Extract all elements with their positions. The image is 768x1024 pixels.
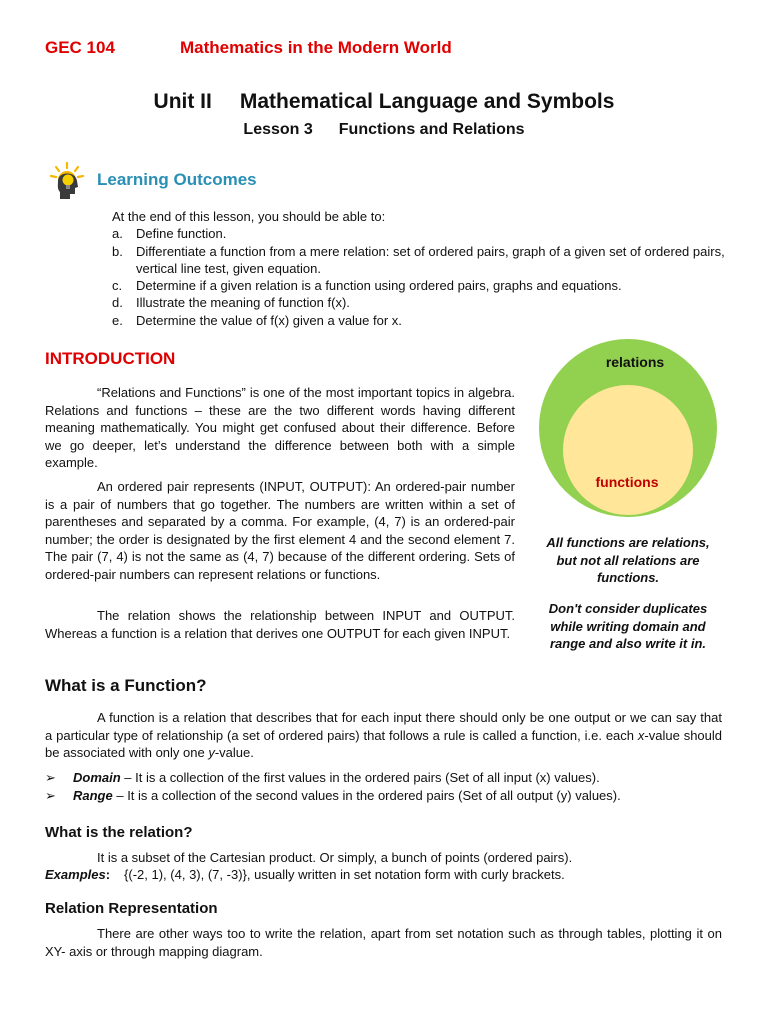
venn-caption-note: Don't consider duplicates while writing domain and range and also write it in. [548,601,708,651]
lesson-title [0,121,768,139]
intro-paragraph [45,478,515,583]
unit-name: Mathematical Language and Symbols [239,90,615,113]
domain-term: Domain [73,770,121,785]
outcome-item [112,294,727,311]
relation-examples [45,866,722,884]
what-is-function-heading: What is a Function? [45,676,207,695]
outcome-item [112,225,727,242]
function-text: A function is a relation that describes that for each input there should only be one output or we can say that a particular type of relationship (a set of ordered pairs) that follows a rule is called a function, i.e. each [45,710,722,743]
lightbulb-head-icon [48,161,84,201]
learning-outcomes-title: Learning Outcomes [97,170,257,189]
outcome-text: Differentiate a function from a mere relation: set of ordered pairs, graph of a given set of ordered pairs, vertical line test, given equation. [136,243,725,276]
outcome-item [112,312,727,329]
functions-circle [563,385,693,515]
course-header [45,38,452,58]
intro-paragraph-text: The relation shows the relationship between INPUT and OUTPUT. Whereas a function is a relation that derives one OUTPUT for each given INPUT. [45,608,515,641]
relations-label: relations [605,354,665,370]
domain-text: – It is a collection of the first values in the ordered pairs (Set of all input (x) values). [120,770,600,785]
relation-representation-text [45,925,722,960]
intro-paragraph [45,607,515,642]
outcome-text: Determine the value of f(x) given a value for x. [136,312,402,328]
course-code: GEC 104 [45,38,115,57]
outcome-marker: a. [112,226,123,242]
domain-bullet [45,769,725,787]
examples-text: {(-2, 1), (4, 3), (7, -3)}, usually written in set notation form with curly brackets. [124,867,565,882]
representation-text: There are other ways too to write the relation, apart from set notation such as through tables, plotting it on XY- axis or through mapping diagram. [45,926,722,959]
unit-label: Unit II [153,90,212,113]
function-definition [45,709,722,762]
outcome-marker: b. [112,243,123,259]
range-text: – It is a collection of the second values in the ordered pairs (Set of all output (y) values). [112,788,621,803]
outcomes-intro: At the end of this lesson, you should be able to: [112,209,386,224]
lesson-label: Lesson 3 [243,121,313,138]
examples-colon: : [105,867,111,882]
examples-label: Examples [45,867,106,882]
outcome-text: Define function. [136,226,227,242]
y-variable: y [208,745,215,760]
venn-caption: All functions are relations, but not all relations are functions. [546,535,710,585]
outcome-marker: d. [112,295,123,311]
function-text: -value. [214,745,254,760]
outcome-text: Illustrate the meaning of function f(x). [136,295,350,311]
outcome-marker: c. [112,278,123,294]
range-bullet [45,787,725,805]
outcome-item [112,243,727,278]
relations-functions-venn [538,338,718,518]
function-text: -value should be associated with only one [45,727,723,760]
intro-paragraph [45,384,515,472]
outcome-text: Determine if a given relation is a function using ordered pairs, graphs and equations. [136,278,622,294]
unit-title [0,90,768,114]
lesson-name: Functions and Relations [338,121,525,138]
what-is-relation-heading: What is the relation? [45,824,193,841]
learning-outcomes-list [112,208,727,329]
intro-paragraph-text: An ordered pair represents (INPUT, OUTPUT): An ordered-pair number is a pair of numbers that go together. The numbers are written within a set of parentheses and separated by a comma. For example, (4, 7) is an ordered-pair number; the order is designated by the first element 4 and the second element 7. The pair (7, 4) is not the same as (4, 7) because of the different ordering. Sets of ordered-pair numbers can represent relations or functions. [45,479,515,582]
intro-paragraph-text: “Relations and Functions” is one of the most important topics in algebra. Relations and functions – these are the two different words having different meaning mathematically. You might get confused about their difference. Before we go deeper, let’s understand the difference between both with a simple example. [45,385,515,470]
relation-definition [45,849,722,867]
x-variable: x [637,727,645,743]
arrow-bullet-icon: ➢ [45,788,56,803]
outcome-marker: e. [112,312,123,328]
introduction-heading: INTRODUCTION [45,349,176,368]
relation-text: It is a subset of the Cartesian product. Or simply, a bunch of points (ordered pairs). [97,850,573,865]
outcome-item [112,277,727,294]
arrow-bullet-icon: ➢ [45,770,56,785]
functions-label: functions [595,474,659,490]
relation-representation-heading: Relation Representation [45,900,218,917]
range-term: Range [73,788,113,803]
course-title: Mathematics in the Modern World [180,38,452,57]
